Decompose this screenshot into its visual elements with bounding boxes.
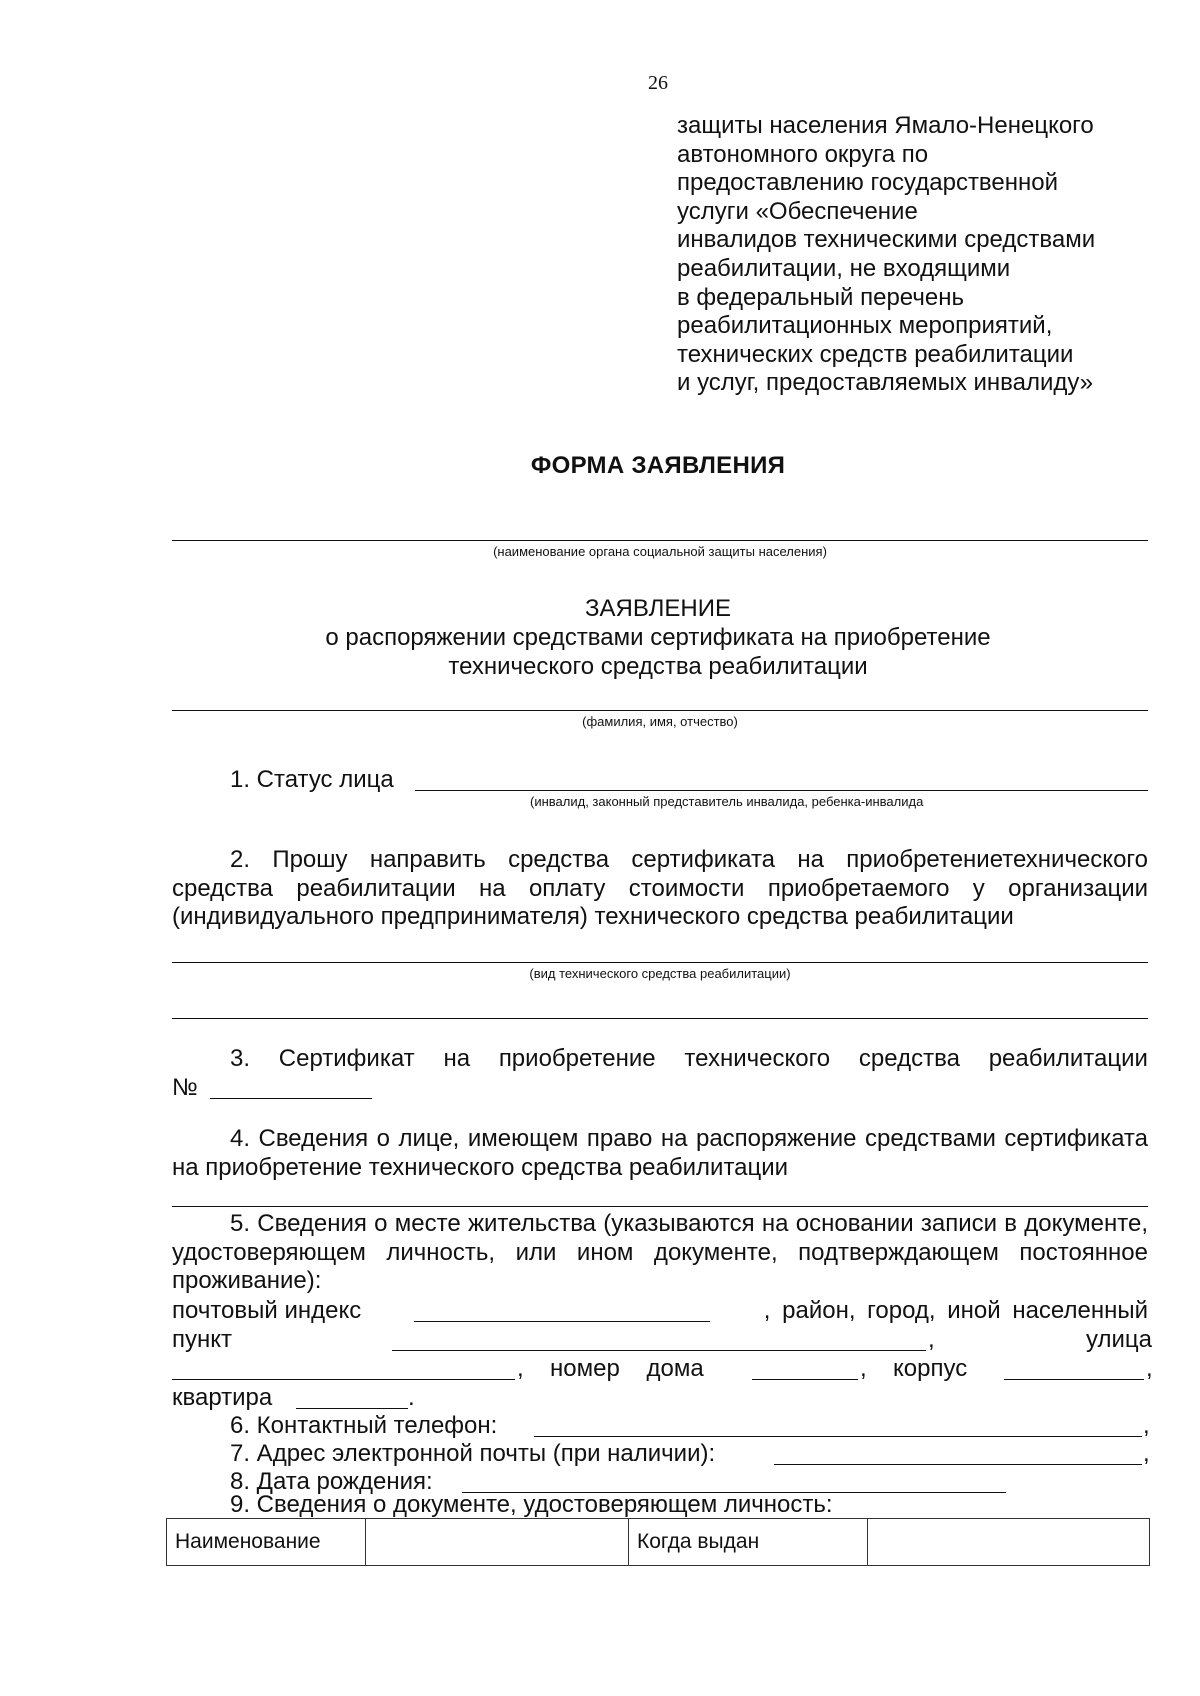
certificate-no-label: № <box>172 1074 198 1101</box>
corpus-field[interactable] <box>1004 1379 1144 1380</box>
item4-paragraph: 4. Сведения о лице, имеющем право на распоряжение средствами сертификата на приобретение технического средства реабилитации <box>172 1125 1148 1181</box>
comma: , <box>928 1326 935 1353</box>
page-number: 26 <box>648 72 668 94</box>
street-field[interactable] <box>172 1379 515 1380</box>
district-label: , район, город, иной населенный <box>763 1297 1148 1324</box>
comma: , <box>1146 1355 1153 1382</box>
comma: , <box>1143 1412 1150 1439</box>
dot: . <box>408 1384 415 1411</box>
tsr-hint: (вид технического средства реабилитации) <box>529 966 791 981</box>
header-line: в федеральный перечень <box>677 283 964 311</box>
item3-line <box>172 1045 1148 1073</box>
status-field[interactable] <box>415 790 1148 791</box>
header-line: реабилитационных мероприятий, <box>677 312 1053 340</box>
phone-field[interactable] <box>534 1436 1142 1437</box>
birthdate-label: 8. Дата рождения: <box>230 1468 433 1495</box>
header-block <box>677 112 1095 398</box>
punkt-label: пункт <box>172 1326 233 1353</box>
comma: , <box>1143 1440 1150 1467</box>
header-line: автономного округа по <box>677 140 929 168</box>
fio-line[interactable] <box>172 710 1148 711</box>
comma: , <box>860 1355 867 1382</box>
phone-label: 6. Контактный телефон: <box>230 1412 498 1439</box>
tsr-extra-line[interactable] <box>172 1018 1148 1019</box>
authority-line[interactable] <box>172 540 1148 541</box>
form-title: ФОРМА ЗАЯВЛЕНИЯ <box>530 452 786 479</box>
id-document-table <box>166 1518 1150 1566</box>
header-line: технических средств реабилитации <box>677 340 1074 368</box>
corpus-label: корпус <box>893 1355 968 1382</box>
flat-field[interactable] <box>296 1408 408 1409</box>
item2-paragraph: 2. Прошу направить средства сертификата на приобретениетехнического средства реабилитации на оплату стоимости приобретаемого у организации (индивидуального предпринимателя) технического средства реабилитации <box>172 846 1148 930</box>
postal-index-field[interactable] <box>414 1321 710 1322</box>
house-label: номер дома <box>550 1355 704 1382</box>
statement-subtitle: о распоряжении средствами сертификата на приобретение <box>325 624 991 651</box>
item5-paragraph: 5. Сведения о месте жительства (указываются на основании записи в документе, удостоверяющем личность, или ином документе, подтверждающем постоянное проживание): <box>172 1210 1148 1294</box>
header-line: инвалидов техническими средствами <box>677 226 1096 254</box>
header-line: услуги «Обеспечение <box>677 197 918 225</box>
header-line: предоставлению государственной <box>677 169 1059 197</box>
status-label: 1. Статус лица <box>230 766 394 793</box>
item3-text: 3. Сертификат на приобретение технического средства реабилитации <box>230 1045 1148 1072</box>
header-line: и услуг, предоставляемых инвалиду» <box>677 369 1094 397</box>
table-cell-name-value[interactable] <box>366 1519 629 1566</box>
tsr-line[interactable] <box>172 962 1148 963</box>
table-row <box>167 1519 1150 1566</box>
statement-title: ЗАЯВЛЕНИЕ <box>585 595 731 622</box>
settlement-field[interactable] <box>392 1350 926 1351</box>
postal-label: почтовый индекс <box>172 1297 362 1324</box>
street-label: улица <box>1086 1326 1152 1353</box>
item4-line[interactable] <box>172 1206 1148 1207</box>
statement-subtitle: технического средства реабилитации <box>448 653 868 680</box>
email-field[interactable] <box>774 1464 1142 1465</box>
flat-label: квартира <box>172 1384 273 1411</box>
table-cell-issued-value[interactable] <box>868 1519 1150 1566</box>
fio-hint: (фамилия, имя, отчество) <box>582 714 738 729</box>
certificate-number-field[interactable] <box>210 1098 372 1099</box>
status-hint: (инвалид, законный представитель инвалида, ребенка-инвалида <box>530 794 924 809</box>
table-cell-issued-label: Когда выдан <box>629 1519 868 1566</box>
id-document-label: 9. Сведения о документе, удостоверяющем личность: <box>230 1491 833 1518</box>
comma: , <box>517 1355 524 1382</box>
header-line: реабилитации, не входящими <box>677 254 1011 282</box>
house-field[interactable] <box>752 1379 858 1380</box>
email-label: 7. Адрес электронной почты (при наличии): <box>230 1440 716 1467</box>
authority-hint: (наименование органа социальной защиты населения) <box>493 544 827 559</box>
header-line: защиты населения Ямало-Ненецкого <box>677 112 1094 139</box>
table-cell-name-label: Наименование <box>167 1519 366 1566</box>
